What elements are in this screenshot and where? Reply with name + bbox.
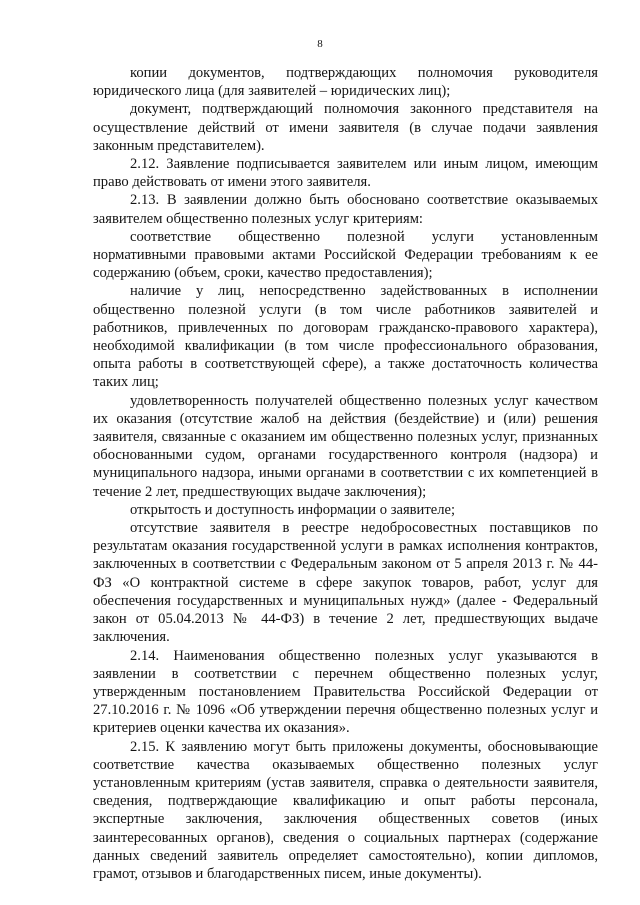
page-number: 8 [317,38,323,50]
paragraph-criterion-openness: открытость и доступность информации о заявителе; [130,501,456,518]
paragraph-2-13-criteria: 2.13. В заявлении должно быть обосновано соответствие оказываемых заявителем общественно полезных услуг критериям: [93,192,598,227]
paragraph-criterion-qualification: наличие у лиц, непосредственно задействованных в исполнении общественно полезной услуги (в том числе работников заявителей и работников, привлеченных по договорам гражданско-правового характера), необходимой квалификации (в том числе профессионального образования, опыта работы в соответствующей сфере), а также достаточность количества таких лиц; [93,283,598,391]
paragraph-2-14-service-names: 2.14. Наименования общественно полезных услуг указываются в заявлении в соответствии с перечнем общественно полезных услуг, утвержденным постановлением Правительства Российской Федерации от 27.10.2016 г. № 1096 «Об утверждении перечня общественно полезных услуг и критериев оценки качества их оказания». [93,647,598,737]
paragraph-criterion-compliance: соответствие общественно полезной услуги установленным нормативными правовыми актами Российской Федерации требованиям к ее содержанию (объем, сроки, качество предоставления); [93,228,598,282]
paragraph-2-15-attachments: 2.15. К заявлению могут быть приложены документы, обосновывающие соответствие качества оказываемых общественно полезных услуг установленным критериям (устав заявителя, справка о деятельности заявителя, сведения, подтверждающие квалификацию и опыт работы персонала, экспертные заключения, заключения общественных советов (иных заинтересованных органов), сведения о социальных партнерах (содержание данных сведений заявитель определяет самостоятельно), копии дипломов, грамот, отзывов и благодарственных писем, иные документы). [93,738,598,882]
paragraph-copies-of-documents: копии документов, подтверждающих полномочия руководителя юридического лица (для заявителей – юридических лиц); [93,65,598,100]
paragraph-2-12-signature: 2.12. Заявление подписывается заявителем или иным лицом, имеющим право действовать от имени этого заявителя. [93,156,598,191]
paragraph-criterion-satisfaction: удовлетворенность получателей общественно полезных услуг качеством их оказания (отсутствие жалоб на действия (бездействие) и (или) решения заявителя, связанные с оказанием им общественно полезных услуг, признанных обоснованными судом, органами государственного контроля (надзора) и муниципального надзора, иными органами в соответствии с их компетенцией в течение 2 лет, предшествующих выдаче заключения); [93,392,598,500]
paragraph-representative-authority: документ, подтверждающий полномочия законного представителя на осуществление действий от имени заявителя (в случае подачи заявления законным представителем). [93,101,598,154]
paragraph-criterion-registry: отсутствие заявителя в реестре недобросовестных поставщиков по результатам оказания государственной услуги в рамках исполнения контрактов, заключенных в соответствии с Федеральным законом от 5 апреля 2013 г. № 44-ФЗ «О контрактной системе в сфере закупок товаров, работ, услуг для обеспечения государственных и муниципальных нужд» (далее - Федеральный закон от 05.04.2013 № 44-ФЗ) в течение 2 лет, предшествующих выдаче заключения. [93,520,598,646]
document-body [93,64,598,883]
